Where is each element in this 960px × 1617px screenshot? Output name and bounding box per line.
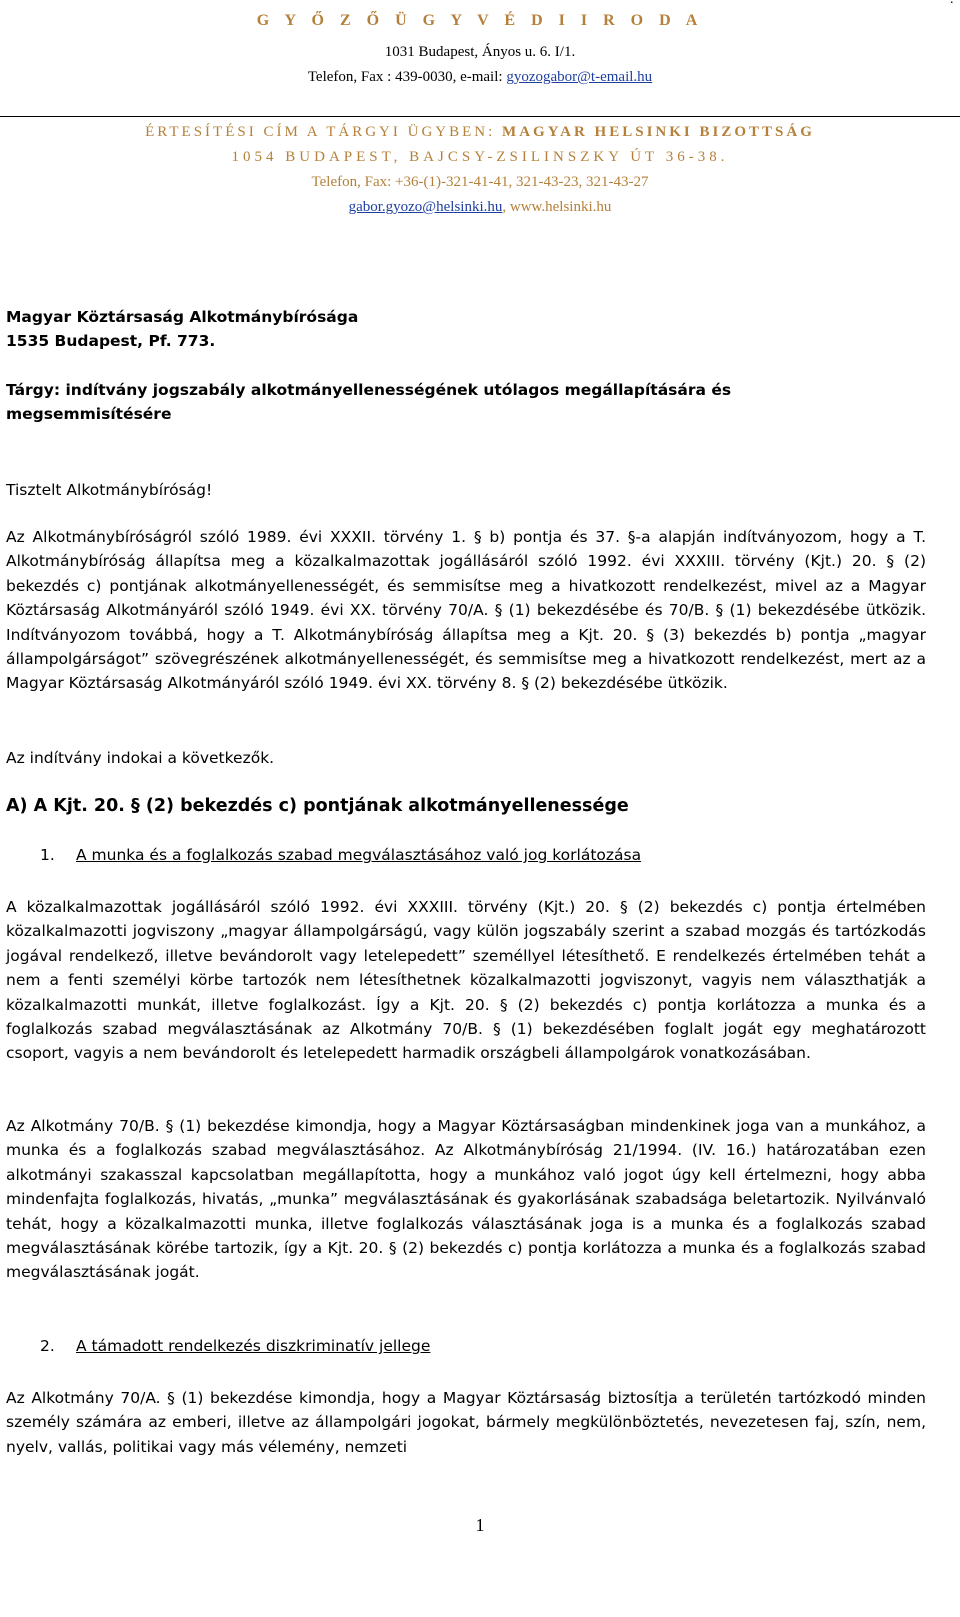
paragraph-restriction: A közalkalmazottak jogállásáról szóló 1992. évi XXXIII. törvény (Kjt.) 20. § (2) bekezdés c) pontja értelmében közalkalmazotti jogviszony „magyar állampolgárságú, vagy külön jogszabály szerint a szabad mozgás és tartózkodás jogával rendelkező, illetve bevándorolt vagy letelepedett” személlyel létesíthető. E rendelkezés értelmében tehát a nem a fenti személyi körbe tartozók nem létesíthetnek közalkalmazotti jogviszonyt, vagyis nem választhatják a közalkalmazotti munkát, illetve foglalkozást. Így a Kjt. 20. § (2) bekezdés c) pontja korlátozza a munka és a foglalkozás szabad megválasztásának az Alkotmány 70/B. § (1) bekezdésében foglalt jogát egy meghatározott csoport, vagyis a nem bevándorolt és letelepedett harmadik országbeli állampolgárok vonatkozásában. <box>6 898 926 1063</box>
paragraph-discrimination: Az Alkotmány 70/A. § (1) bekezdése kimondja, hogy a Magyar Köztársaság biztosítja a területén tartózkodó minden személy számára az emberi, illetve az állampolgári jogokat, bármely megkülönböztetés, nevezetesen faj, szín, nem, nyelv, vallás, politikai vagy más vélemény, nemzeti <box>6 1389 926 1456</box>
recipient-block <box>6 305 926 354</box>
firm-contact <box>0 69 960 86</box>
notice-contact <box>0 199 960 216</box>
notice-prefix: ÉRTESÍTÉSI CÍM A TÁRGYI ÜGYBEN: <box>145 124 503 140</box>
firm-address: 1031 Budapest, Ányos u. 6. I/1. <box>384 44 576 60</box>
salutation: Tisztelt Alkotmánybíróság! <box>6 481 213 499</box>
paragraph-petition: Az Alkotmánybíróságról szóló 1989. évi XXXII. törvény 1. § b) pontja és 37. §-a alapján indítványozom, hogy a T. Alkotmánybíróság állapítsa meg a közalkalmazottak jogállásáról szóló 1992. évi XXXIII. törvény (Kjt.) 20. § (2) bekezdés c) pontjának alkotmányellenességét, és semmisítse meg a hivatkozott rendelkezést, mivel az a Magyar Köztársaság Alkotmányáról szóló 1949. évi XX. törvény 70/A. § (1) bekezdésébe és 70/B. § (1) bekezdésébe ütközik. Indítványozom továbbá, hogy a T. Alkotmánybíróság állapítsa meg a Kjt. 20. § (3) bekezdés b) pontja „magyar állampolgárságot” szövegrészének alkotmányellenességét, és semmisítse meg a hivatkozott rendelkezést, mert az a Magyar Köztársaság Alkotmányáról szóló 1949. évi XX. törvény 8. § (2) bekezdésébe ütközik. <box>6 528 926 693</box>
section-heading-a: A) A Kjt. 20. § (2) bekezdés c) pontjának alkotmányellenessége <box>6 796 629 816</box>
recipient-name: Magyar Köztársaság Alkotmánybírósága <box>6 308 359 326</box>
firm-phone: Telefon, Fax : 439-0030, e-mail: <box>307 69 507 85</box>
subsection-number: 2. <box>40 1337 55 1355</box>
letterhead-divider <box>0 116 960 117</box>
notice-organization: MAGYAR HELSINKI BIZOTTSÁG <box>502 124 815 140</box>
corner-mark <box>950 0 954 8</box>
paragraph-reasons-intro: Az indítvány indokai a következők. <box>6 749 275 767</box>
firm-name: G Y Ő Z Ő Ü G Y V É D I I R O D A <box>256 12 704 29</box>
notice-web: , www.helsinki.hu <box>502 199 612 215</box>
subsection-heading-2 <box>40 1337 920 1361</box>
recipient-address: 1535 Budapest, Pf. 773. <box>6 332 216 351</box>
notice-phone: Telefon, Fax: +36-(1)-321-41-41, 321-43-23, 321-43-27 <box>311 174 649 190</box>
notice-email-link[interactable]: gabor.gyozo@helsinki.hu <box>348 199 503 215</box>
subsection-number: 1. <box>40 846 55 864</box>
paragraph-right-to-work: Az Alkotmány 70/B. § (1) bekezdése kimondja, hogy a Magyar Köztársaságban mindenkinek joga van a munkához, a munka és a foglalkozás szabad megválasztásához. Az Alkotmánybíróság 21/1994. (IV. 16.) határozatában ezen alkotmányi szakasszal kapcsolatban megállapította, hogy a munkához való jogot úgy kell értelmezni, hogy abba mindenfajta foglalkozás, hivatás, „munka” megválasztásának és gyakorlásának szabadsága beletartozik. Nyilvánvaló tehát, hogy a közalkalmazotti munka, illetve foglalkozás választásának joga is a munka és a foglalkozás szabad megválasztásának körébe tartozik, így a Kjt. 20. § (2) bekezdés c) pontja korlátozza a munka és a foglalkozás szabad megválasztásának jogát. <box>6 1117 926 1282</box>
subsection-heading-1 <box>40 846 920 870</box>
subsection-title: A támadott rendelkezés diszkriminatív jellege <box>76 1337 431 1355</box>
notice-street-address: 1054 BUDAPEST, BAJCSY-ZSILINSZKY ÚT 36-38. <box>231 149 729 165</box>
notice-address-title <box>0 124 960 141</box>
subject-line: Tárgy: indítvány jogszabály alkotmányellenességének utólagos megállapítására és megsemmisítésére <box>6 381 732 424</box>
subsection-title: A munka és a foglalkozás szabad megválasztásához való jog korlátozása <box>76 846 642 864</box>
firm-email-link[interactable]: gyozogabor@t-email.hu <box>506 69 653 85</box>
page-number: 1 <box>475 1515 485 1535</box>
